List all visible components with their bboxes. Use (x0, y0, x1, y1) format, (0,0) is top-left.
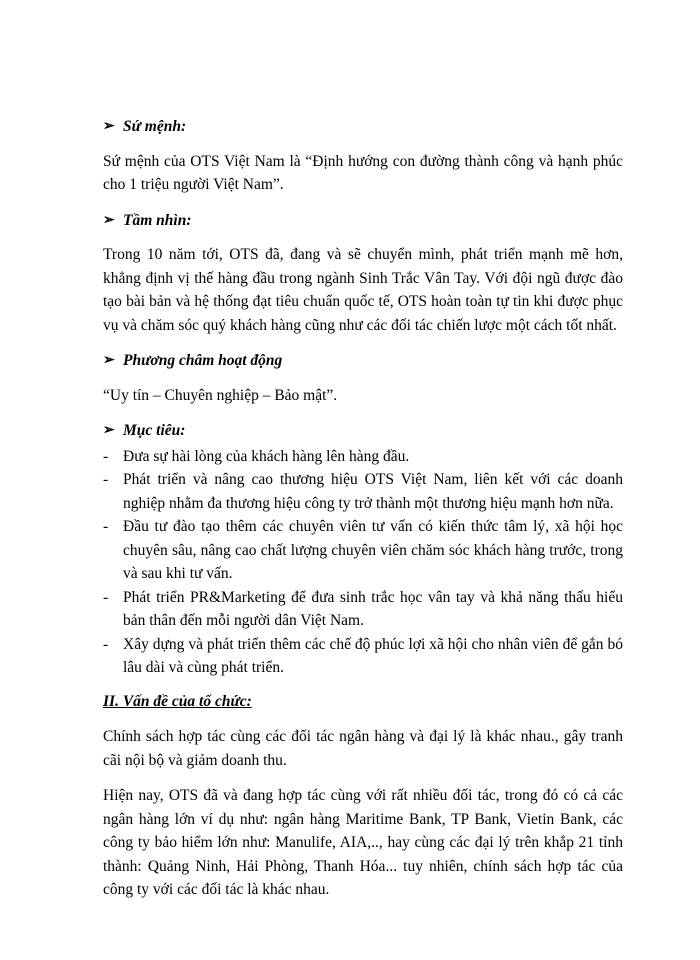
section-paragraph-2: Hiện nay, OTS đã và đang hợp tác cùng với rất nhiều đối tác, trong đó có cả các ngân hàng lớn ví dụ như: ngân hàng Maritime Bank, TP Bank, Vietin Bank, các công ty bảo hiểm lớn như: Manulife, AIA,.., hay cùng các đại lý trên khắp 21 tỉnh thành: Quảng Ninh, Hải Phòng, Thanh Hóa... tuy nhiên, chính sách hợp tác của công ty với các đối tác là khác nhau. (103, 787, 623, 898)
dash-bullet: - (103, 447, 109, 465)
goal-text: Đưa sự hài lòng của khách hàng lên hàng đầu. (123, 447, 410, 465)
goals-list (103, 445, 623, 680)
goal-text: Phát triển và nâng cao thương hiệu OTS Việt Nam, liên kết với các doanh nghiệp nhằm đa thương hiệu công ty trở thành một thương hiệu mạnh hơn nữa. (123, 471, 623, 512)
section-title: II. Vấn đề của tổ chức: (103, 692, 252, 710)
motto-text: “Uy tín – Chuyên nghiệp – Bảo mật”. (103, 386, 338, 404)
dash-bullet: - (103, 635, 109, 653)
mission-text: Sứ mệnh của OTS Việt Nam là “Định hướng con đường thành công và hạnh phúc cho 1 triệu người Việt Nam”. (103, 152, 623, 193)
mission-heading-text: Sứ mệnh: (123, 118, 187, 135)
arrow-bullet-icon: ➢ (103, 212, 115, 228)
goal-text: Đầu tư đào tạo thêm các chuyên viên tư vấn có kiến thức tâm lý, xã hội học chuyên sâu, nâng cao chất lượng chuyên viên chăm sóc khách hàng trước, trong và sau khi tư vấn. (123, 518, 623, 582)
vision-heading (103, 209, 623, 233)
goals-heading (103, 419, 623, 443)
list-item (103, 445, 623, 469)
motto-heading (103, 349, 623, 373)
arrow-bullet-icon: ➢ (103, 423, 115, 438)
goals-heading-text: Mục tiêu: (123, 422, 186, 439)
dash-bullet: - (103, 518, 109, 535)
dash-bullet: - (103, 588, 109, 606)
mission-heading (103, 115, 623, 139)
list-item (103, 468, 623, 515)
list-item (103, 633, 623, 680)
vision-heading-text: Tầm nhìn: (123, 211, 192, 229)
vision-text: Trong 10 năm tới, OTS đã, đang và sẽ chuyển mình, phát triển mạnh mẽ hơn, khẳng định vị thế hàng đầu trong ngành Sinh Trắc Vân Tay. Với đội ngũ được đào tạo bài bản và hệ thống đạt tiêu chuẩn quốc tế, OTS hoàn toàn tự tin khi được phục vụ và chăm sóc quý khách hàng cũng như các đối tác chiến lược một cách tốt nhất. (103, 246, 623, 334)
list-item (103, 515, 623, 586)
document-page (103, 115, 623, 914)
goal-text: Phát triển PR&Marketing để đưa sinh trắc học vân tay và khả năng thấu hiểu bản thân đến mỗi người dân Việt Nam. (123, 588, 623, 629)
motto-heading-text: Phương châm hoạt động (123, 352, 283, 369)
section-paragraph-1: Chính sách hợp tác cùng các đối tác ngân hàng và đại lý là khác nhau., gây tranh cãi nội bộ và giảm doanh thu. (103, 728, 623, 769)
arrow-bullet-icon: ➢ (103, 353, 115, 368)
goal-text: Xây dựng và phát triển thêm các chế độ phúc lợi xã hội cho nhân viên để gắn bó lâu dài và cùng phát triển. (123, 635, 623, 676)
dash-bullet: - (103, 471, 109, 488)
list-item (103, 586, 623, 633)
arrow-bullet-icon: ➢ (103, 119, 115, 134)
